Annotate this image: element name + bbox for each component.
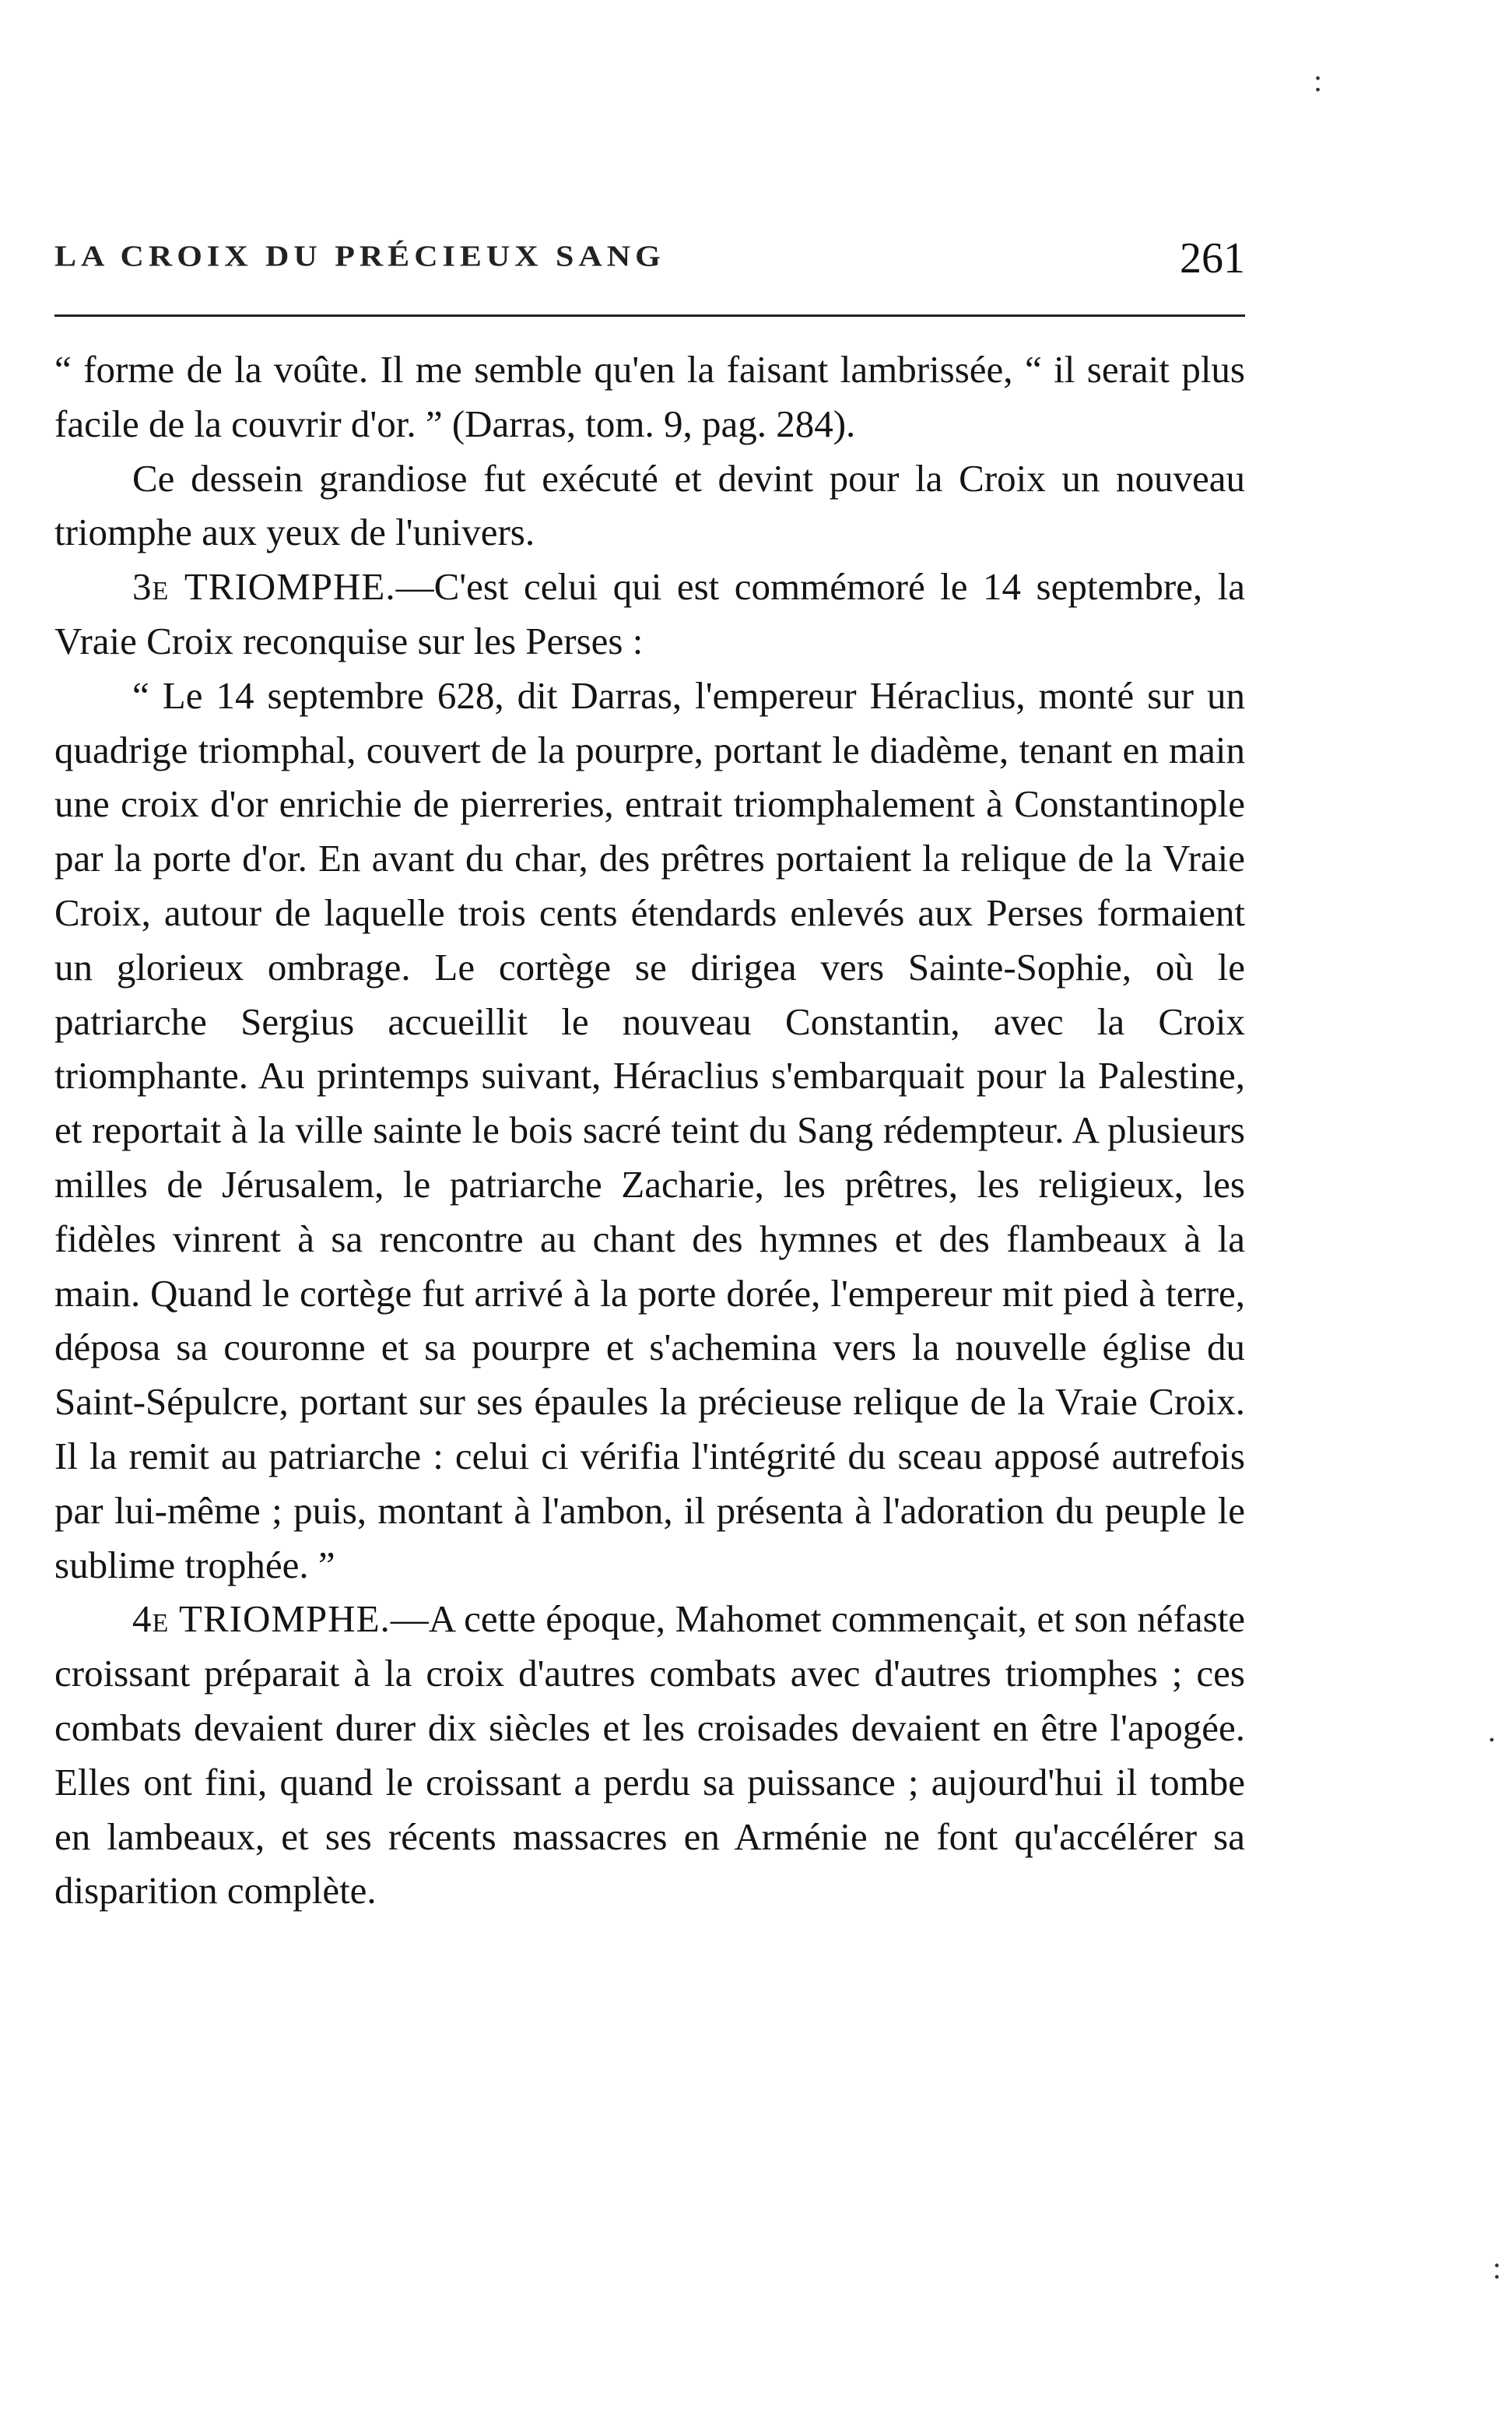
page-header bbox=[54, 234, 1245, 288]
page-body bbox=[54, 342, 1245, 1918]
paragraph-5 bbox=[54, 1592, 1245, 1918]
paragraph-1 bbox=[54, 342, 1245, 451]
page-number: 261 bbox=[1180, 234, 1245, 283]
margin-speck: : bbox=[1314, 63, 1323, 98]
paragraph-1-text: “ forme de la voûte. Il me semble qu'en la faisant lambrissée, “ il serait plus facile de la couvrir d'or. ” (Darras, tom. 9, pag. 284). bbox=[54, 348, 1245, 445]
paragraph-4-text: “ Le 14 septembre 628, dit Darras, l'empereur Héraclius, monté sur un quadrige triomphal, couvert de la pourpre, portant le diadème, tenant en main une croix d'or enrichie de pierreries, entrait triomphalement à Constantinople par la porte d'or. En avant du char, des prêtres portaient la relique de la Vraie Croix, autour de laquelle trois cents étendards enlevés aux Perses formaient un glorieux ombrage. Le cortège se dirigea vers Sainte-Sophie, où le patriarche Sergius accueillit le nouveau Constantin, avec la Croix triomphante. Au printemps suivant, Héraclius s'embarquait pour la Palestine, et reportait à la ville sainte le bois sacré teint du Sang rédempteur. A plusieurs milles de Jérusalem, le patriarche Zacharie, les prêtres, les religieux, les fidèles vinrent à sa rencontre au chant des hymnes et des flambeaux à la main. Quand le cortège fut arrivé à la porte dorée, l'empereur mit pied à terre, déposa sa couronne et sa pourpre et s'achemina vers la nouvelle église du Saint-Sépulcre, portant sur ses épaules la précieuse relique de la Vraie Croix. Il la remit au patriarche : celui ci vérifia l'intégrité du sceau apposé autrefois par lui-même ; puis, montant à l'ambon, il présenta à l'adoration du peuple le sublime trophée. ” bbox=[54, 673, 1245, 1586]
margin-speck: . bbox=[1488, 1713, 1496, 1748]
paragraph-3 bbox=[54, 560, 1245, 669]
section-lead-4e-triomphe: 4e TRIOMPHE. bbox=[132, 1597, 391, 1641]
paragraph-3-text: —C'est celui qui est commémoré le 14 septembre, la Vraie Croix reconquise sur les Perses : bbox=[54, 565, 1246, 662]
paragraph-2 bbox=[54, 451, 1245, 560]
paragraph-5-text: —A cette époque, Mahomet commençait, et son néfaste croissant préparait à la croix d'autres combats avec d'autres triomphes ; ces combats devaient durer dix siècles et les croisades devaient en être l'apogée. Elles ont fini, quand le croissant a perdu sa puissance ; aujourd'hui il tombe en lambeaux, et ses récents massacres en Arménie ne font qu'accélérer sa disparition complète. bbox=[54, 1597, 1245, 1912]
header-rule bbox=[54, 314, 1245, 317]
running-title: LA CROIX DU PRÉCIEUX SANG bbox=[54, 240, 665, 273]
paragraph-4-quote bbox=[54, 669, 1245, 1593]
paragraph-2-text: Ce dessein grandiose fut exécuté et devint pour la Croix un nouveau triomphe aux yeux de l'univers. bbox=[54, 456, 1245, 554]
margin-speck: : bbox=[1493, 2250, 1502, 2285]
section-lead-3e-triomphe: 3e TRIOMPHE. bbox=[132, 565, 396, 609]
